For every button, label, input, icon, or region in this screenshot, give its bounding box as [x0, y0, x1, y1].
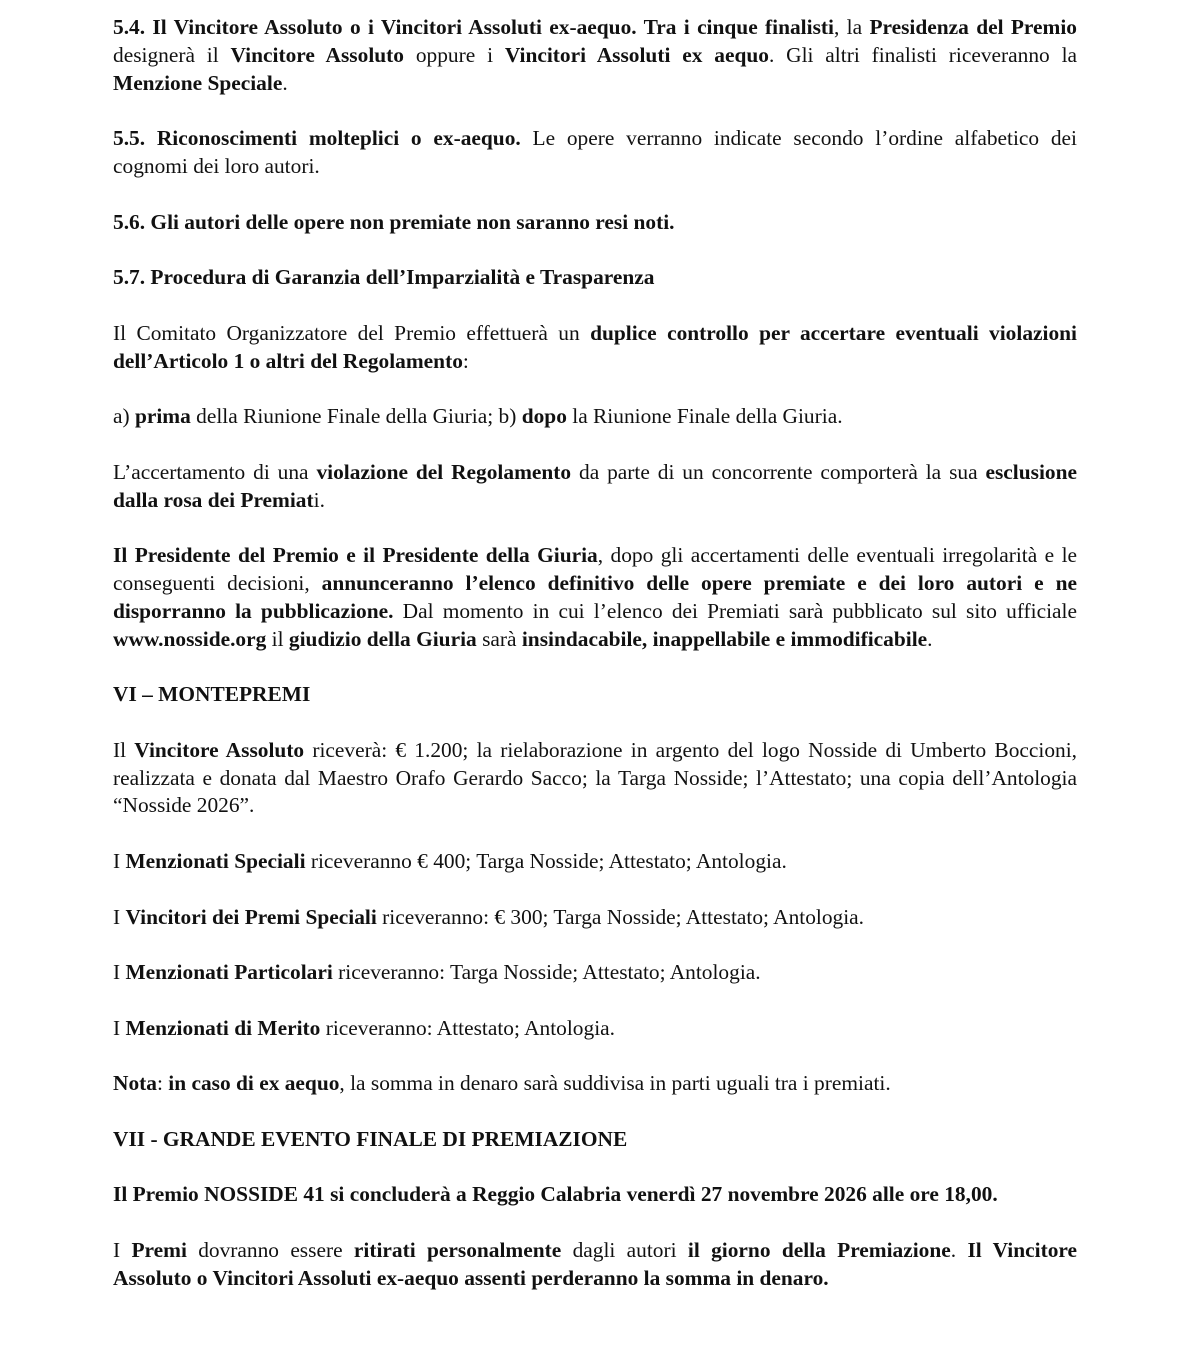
bold-run: duplice controllo per accertare eventuali violazioni dell’Articolo 1 o altri del Regolamento [113, 320, 1077, 373]
text-run: , la [833, 15, 870, 39]
text-run: riceveranno: Targa Nosside; Attestato; Antologia. [332, 960, 761, 985]
bold-run: ritirati personalmente [353, 1238, 562, 1263]
heading-5-7: 5.7. Procedura di Garanzia dell’Imparzialità e Trasparenza [113, 265, 655, 290]
paragraph-accertamento [113, 459, 1077, 515]
bold-run: Menzionati di Merito [125, 1015, 321, 1040]
text-run: dovranno essere [186, 1238, 354, 1263]
paragraph-menzionati-merito [113, 1015, 1077, 1043]
bold-run: Vincitore Assoluto [230, 42, 404, 67]
paragraph-ritiro-premi [113, 1237, 1077, 1293]
text-run: : [156, 1071, 169, 1096]
text-run: della Riunione Finale della Giuria; b) [190, 404, 522, 429]
text-run: riceveranno: Attestato; Antologia. [320, 1015, 615, 1040]
text-run: designerà il [113, 42, 231, 67]
paragraph-vincitore-assoluto [113, 737, 1077, 820]
document-page [113, 14, 1077, 1293]
text-run: L’accertamento di una [113, 459, 317, 484]
bold-run: prima [134, 404, 191, 429]
text-run: I [113, 904, 126, 929]
bold-run: Premi [131, 1238, 187, 1263]
heading-grande-evento: VII - GRANDE EVENTO FINALE DI PREMIAZIONE [113, 1126, 628, 1151]
bold-run: dopo [521, 404, 567, 429]
text-run: , la somma in denaro sarà suddivisa in parti uguali tra i premiati. [339, 1071, 891, 1096]
text-run: dagli autori [561, 1238, 688, 1263]
text-run: Dal momento in cui l’elenco dei Premiati sarà pubblicato sul sito ufficiale [393, 598, 1077, 623]
paragraph-menzionati-particolari [113, 959, 1077, 987]
text-run: , dopo gli accertamenti delle eventuali irregolarità e le conseguenti decisioni, [113, 543, 1077, 595]
bold-run: in caso di ex aequo [168, 1071, 340, 1096]
bold-run: Menzionati Particolari [125, 960, 333, 985]
section-5-5 [113, 125, 1077, 181]
text-run: riceverà: € 1.200; la rielaborazione in argento del logo Nosside di Umberto Boccioni, realizzata e donata dal Maestro Orafo Gerardo Sacco; la Targa Nosside; l’Attestato; una copia dell’Antologia “Nosside 2026”. [113, 737, 1078, 818]
bold-run: annunceranno l’elenco definitivo delle opere premiate e dei loro autori e ne disporranno la pubblicazione. [113, 570, 1077, 623]
text-run: . [927, 626, 933, 651]
paragraph-menzionati-speciali [113, 848, 1077, 876]
heading-5-5: 5.5. Riconoscimenti molteplici o ex-aequo. [113, 126, 521, 151]
paragraph-presidente [113, 542, 1077, 653]
bold-run: Il Presidente del Premio e il Presidente della Giuria [113, 543, 598, 568]
text-run: : [462, 348, 469, 373]
text-run: oppure i [404, 42, 505, 67]
section-5-7 [113, 264, 1077, 292]
bold-run: Il Premio NOSSIDE 41 si concluderà a Reggio Calabria venerdì 27 novembre 2026 alle ore 18,00. [113, 1182, 998, 1207]
bold-run: Vincitori dei Premi Speciali [125, 904, 377, 929]
paragraph-nota [113, 1070, 1077, 1098]
text-run: riceveranno: € 300; Targa Nosside; Attestato; Antologia. [376, 904, 865, 929]
text-run: . [950, 1238, 968, 1263]
paragraph-evento-data [113, 1181, 1077, 1209]
text-run: I [113, 960, 126, 985]
section-5-6 [113, 209, 1077, 237]
text-run: la Riunione Finale della Giuria. [566, 404, 843, 429]
text-run: da parte di un concorrente comporterà la sua [571, 459, 986, 484]
text-run: . [282, 70, 288, 95]
heading-5-4: 5.4. Il Vincitore Assoluto o i Vincitori Assoluti ex-aequo. Tra i cinque finalisti [113, 15, 834, 39]
bold-run: il giorno della Premiazione [687, 1238, 951, 1263]
section-vi-heading [113, 681, 1077, 709]
section-vii-heading [113, 1126, 1077, 1154]
text-run: Il Comitato Organizzatore del Premio effettuerà un [113, 320, 591, 345]
bold-run: violazione del Regolamento [316, 459, 572, 484]
text-run: i. [313, 487, 325, 512]
text-run: Il [113, 737, 135, 762]
bold-run: Vincitori Assoluti ex aequo [504, 42, 769, 67]
bold-run: esclusione dalla rosa dei Premiat [113, 459, 1077, 512]
website-link-text: www.nosside.org [113, 626, 267, 651]
text-run: Le opere verranno indicate secondo l’ordine alfabetico dei cognomi dei loro autori. [113, 126, 1077, 178]
bold-run: insindacabile, inappellabile e immodificabile [521, 626, 928, 651]
text-run: il [266, 626, 289, 651]
bold-run: giudizio della Giuria [288, 626, 477, 651]
paragraph-duplice-controllo [113, 320, 1077, 376]
bold-run: Menzione Speciale [113, 70, 283, 95]
paragraph-premi-speciali [113, 904, 1077, 932]
bold-run: Presidenza del Premio [869, 15, 1077, 39]
heading-montepremi: VI – MONTEPREMI [113, 682, 311, 707]
bold-run: Vincitore Assoluto [134, 737, 305, 762]
text-run: I [113, 1015, 126, 1040]
text-run: I [113, 848, 126, 873]
text-run: . Gli altri finalisti riceveranno la [768, 42, 1078, 67]
paragraph-prima-dopo [113, 403, 1077, 431]
heading-5-6: 5.6. Gli autori delle opere non premiate non saranno resi noti. [113, 209, 675, 234]
text-run: sarà [476, 626, 522, 651]
text-run: I [113, 1238, 132, 1263]
bold-run: Menzionati Speciali [125, 848, 306, 873]
section-5-4 [113, 14, 1077, 97]
bold-run: Nota [113, 1071, 157, 1096]
bold-run: Il Vincitore Assoluto o Vincitori Assoluti ex-aequo assenti perderanno la somma in denaro. [113, 1238, 1078, 1290]
text-run: riceveranno € 400; Targa Nosside; Attestato; Antologia. [305, 848, 787, 873]
text-run: a) [113, 404, 135, 429]
